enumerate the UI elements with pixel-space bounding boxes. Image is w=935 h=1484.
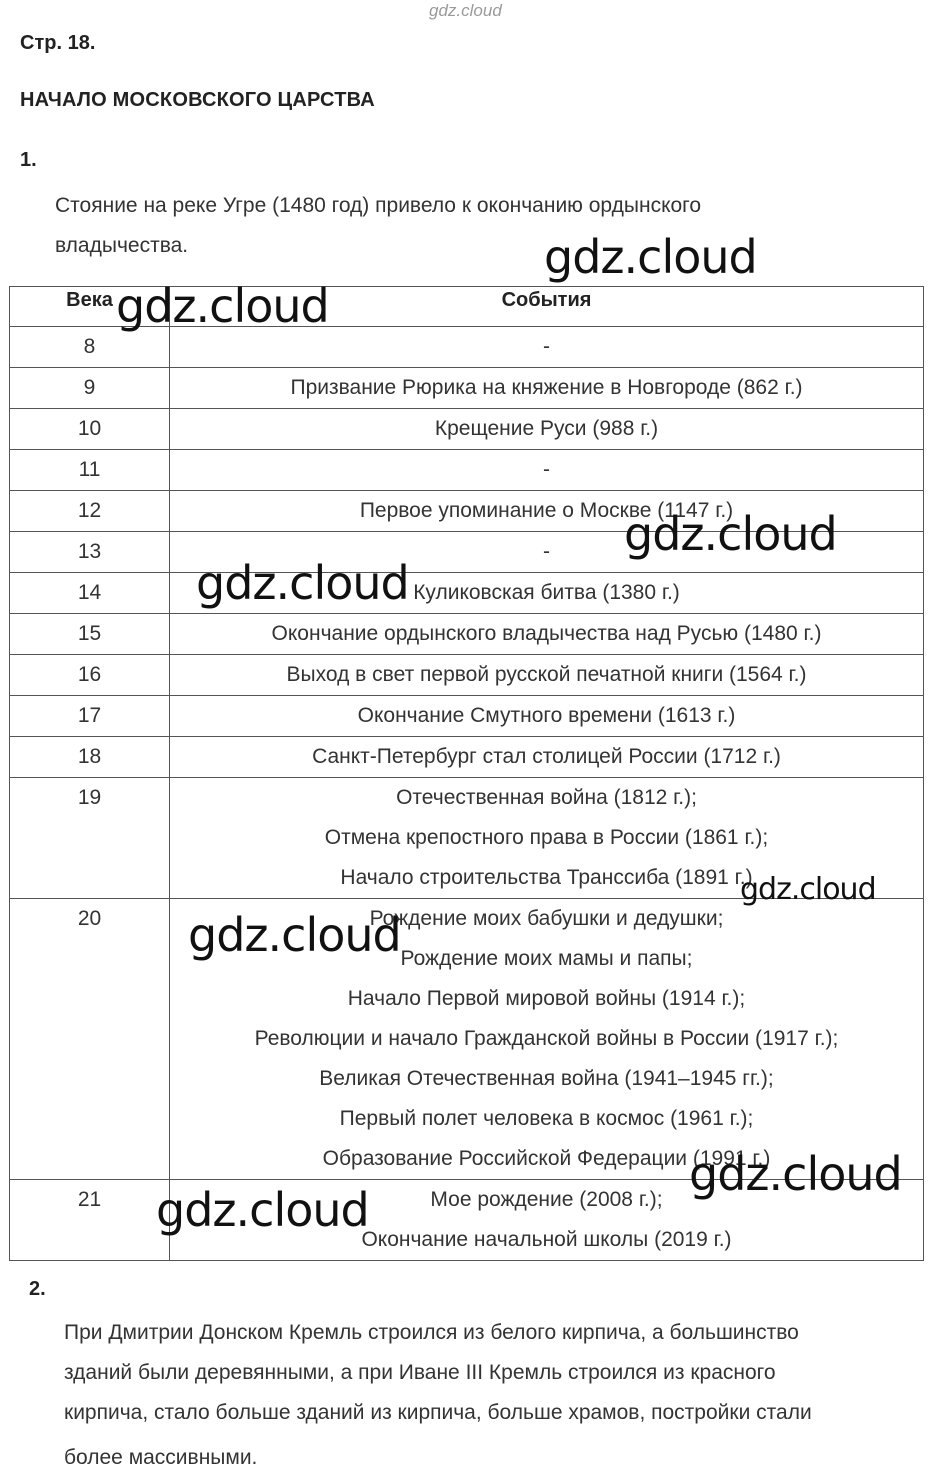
table-row <box>10 614 924 655</box>
task-2-text <box>64 1313 812 1478</box>
table-row <box>10 899 924 1180</box>
event-text: Рождение моих мамы и папы; <box>400 947 693 970</box>
event-text: Образование Российской Федерации (1991 г.) <box>322 1147 771 1170</box>
events-cell <box>170 696 924 737</box>
event-text: Куликовская битва (1380 г.) <box>413 581 680 604</box>
text-line: Стояние на реке Угре (1480 год) привело к окончанию ордынского <box>55 194 702 217</box>
page-title: НАЧАЛО МОСКОВСКОГО ЦАРСТВА <box>20 89 375 111</box>
table-row <box>10 737 924 778</box>
site-logo: gdz.cloud <box>429 1 502 20</box>
watermark: gdz.cloud <box>689 1147 902 1201</box>
text-line: владычества. <box>55 234 189 257</box>
table-row <box>10 368 924 409</box>
event-text: Мое рождение (2008 г.); <box>430 1188 663 1211</box>
century-cell: 20 <box>10 899 170 1180</box>
event-text: - <box>543 335 550 358</box>
century-cell: 8 <box>10 327 170 368</box>
century-cell: 15 <box>10 614 170 655</box>
events-cell <box>170 614 924 655</box>
century-cell: 17 <box>10 696 170 737</box>
watermark: gdz.cloud <box>740 872 876 907</box>
event-text: Крещение Руси (988 г.) <box>434 417 659 440</box>
task-1-number: 1. <box>20 149 37 171</box>
watermark: gdz.cloud <box>156 1183 369 1237</box>
century-cell: 9 <box>10 368 170 409</box>
events-cell <box>170 450 924 491</box>
table-row <box>10 573 924 614</box>
text-line: При Дмитрии Донском Кремль строился из белого кирпича, а большинство <box>64 1321 799 1344</box>
event-text: Первый полет человека в космос (1961 г.); <box>339 1107 754 1130</box>
page-reference: Стр. 18. <box>20 32 96 54</box>
event-text: Рождение моих бабушки и дедушки; <box>369 907 724 930</box>
event-text: Окончание Смутного времени (1613 г.) <box>357 704 736 727</box>
events-cell <box>170 368 924 409</box>
event-text: Отмена крепостного права в России (1861 г.); <box>324 826 769 849</box>
event-text: Призвание Рюрика на княжение в Новгороде (862 г.) <box>290 376 803 399</box>
text-line: более массивными. <box>64 1446 258 1469</box>
event-text: Революции и начало Гражданской войны в России (1917 г.); <box>254 1027 839 1050</box>
event-text: Отечественная война (1812 г.); <box>396 786 697 809</box>
event-text: Начало строительства Транссиба (1891 г.) <box>340 866 753 889</box>
century-cell: 19 <box>10 778 170 899</box>
history-table <box>9 286 924 1261</box>
event-text: Окончание ордынского владычества над Русью (1480 г.) <box>271 622 822 645</box>
event-text: Санкт-Петербург стал столицей России (1712 г.) <box>312 745 781 768</box>
text-line: зданий были деревянными, а при Иване III Кремль строился из красного <box>64 1361 776 1384</box>
century-cell: 12 <box>10 491 170 532</box>
century-cell: 10 <box>10 409 170 450</box>
watermark: gdz.cloud <box>624 507 837 561</box>
century-cell: 14 <box>10 573 170 614</box>
watermark: gdz.cloud <box>188 908 401 962</box>
event-text: - <box>543 458 550 481</box>
header-events: События <box>170 287 924 327</box>
task-2-number: 2. <box>29 1278 46 1300</box>
events-cell <box>170 409 924 450</box>
table-body <box>10 327 924 1261</box>
header-centuries: Века <box>10 287 170 327</box>
event-text: Великая Отечественная война (1941–1945 гг.); <box>319 1067 774 1090</box>
century-cell: 21 <box>10 1180 170 1261</box>
event-text: Выход в свет первой русской печатной книги (1564 г.) <box>286 663 807 686</box>
century-cell: 16 <box>10 655 170 696</box>
watermark: gdz.cloud <box>544 230 757 284</box>
table-row <box>10 409 924 450</box>
event-text: Окончание начальной школы (2019 г.) <box>361 1228 732 1251</box>
century-cell: 11 <box>10 450 170 491</box>
event-text: Начало Первой мировой войны (1914 г.); <box>347 987 746 1010</box>
text-line: кирпича, стало больше зданий из кирпича, больше храмов, постройки стали <box>64 1401 812 1424</box>
century-cell: 13 <box>10 532 170 573</box>
century-cell: 18 <box>10 737 170 778</box>
watermark: gdz.cloud <box>116 279 329 333</box>
table-row <box>10 696 924 737</box>
table-row <box>10 655 924 696</box>
events-cell <box>170 655 924 696</box>
event-text: Первое упоминание о Москве (1147 г.) <box>359 499 734 522</box>
watermark: gdz.cloud <box>196 556 409 610</box>
event-text: - <box>543 540 550 563</box>
events-cell <box>170 737 924 778</box>
table-row <box>10 450 924 491</box>
